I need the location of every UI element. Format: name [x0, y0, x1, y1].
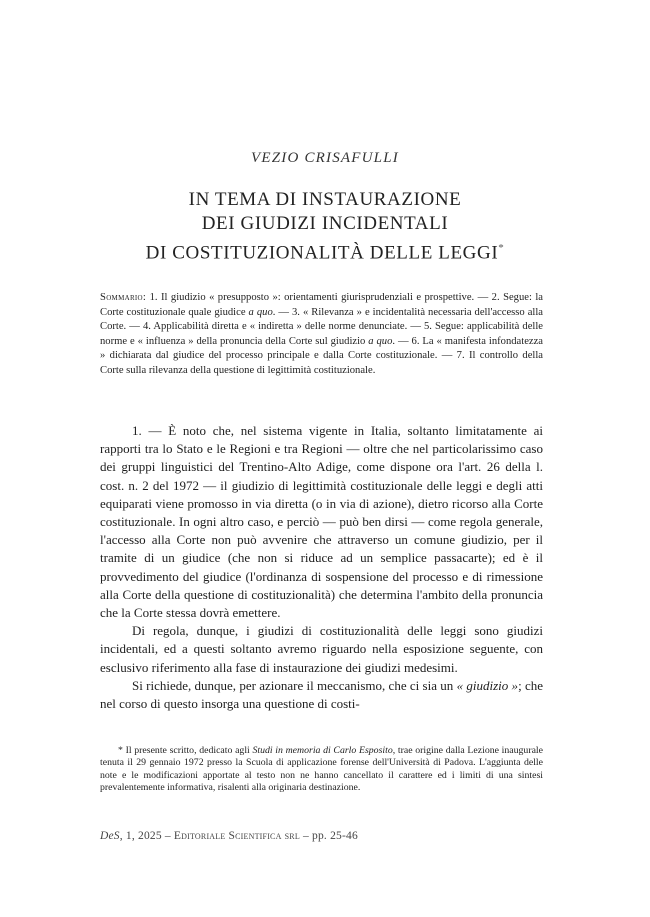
- footnote: [100, 745, 543, 795]
- page-footer: [100, 830, 550, 842]
- title-footnote-marker: *: [498, 242, 505, 254]
- title-line-1: IN TEMA DI INSTAURAZIONE: [188, 189, 462, 210]
- footer-journal: DeS: [100, 830, 120, 842]
- summary: [100, 291, 543, 379]
- footer-issue: , 1, 2025 –: [119, 830, 174, 842]
- summary-a-quo-2: a quo: [368, 335, 393, 347]
- body-paragraph-3-italic: « giudizio »: [456, 677, 519, 693]
- footnote-text-1: * Il presente scritto, dedicato agli: [118, 745, 253, 756]
- footer-publisher: Editoriale Scientifica srl: [173, 830, 300, 842]
- title-line-3-text: DI COSTITUZIONALITÀ DELLE LEGGI: [145, 242, 499, 264]
- summary-label: Sommario:: [100, 292, 147, 303]
- body-paragraph-1: 1. — È noto che, nel sistema vigente in Italia, soltanto limitatamente ai rapporti tra lo Stato e le Regioni e tra Regioni — oltre che nel particolarissimo caso dei gruppi linguistici del Trentino-Alto Adige, come dispone ora l'art. 26 della l. cost. n. 2 del 1972 — il giudizio di legittimità costituzionale delle leggi e degli atti equiparati viene promosso in via diretta (o in via di azione), dietro ricorso alla Corte costituzionale. In ogni altro caso, e perciò — può ben dirsi — come regola generale, l'accesso alla Corte non può avvenire che attraverso un comune giudizio, per il tramite di un giudice (che non si riduce ad un semplice passacarte); ed è il provvedimento del giudice (l'ordinanza di sospensione del processo e di rimessione alla Corte della questione di costituzionalità) che determina l'ambito della pronuncia che la Corte stessa dovrà emettere.: [100, 423, 543, 621]
- title-line-3: [0, 236, 650, 265]
- summary-a-quo-1: a quo: [248, 306, 273, 318]
- body-paragraph-3: [100, 677, 543, 713]
- footer-pages: – pp. 25-46: [299, 830, 358, 842]
- body-paragraph-3-text-1: Si richiede, dunque, per azionare il meccanismo, che ci sia un: [132, 677, 457, 693]
- summary-text-3: . — 6. La « manifesta infondatezza » dichiarata dal giudice del processo principale e dalla Corte costituzionale. — 7. Il controllo della Corte sulla rilevanza della questione di legittimità costituzionale.: [100, 335, 543, 376]
- body-paragraph-3-text-2: ; che nel corso di questo insorga una questione di costi-: [100, 677, 544, 712]
- author-name: VEZIO CRISAFULLI: [251, 150, 399, 166]
- summary-text-2: . — 3. « Rilevanza » e incidentalità necessaria dell'accesso alla Corte. — 4. Applicabilità diretta e « indiretta » delle norme denunciate. — 5. Segue: applicabilità delle norme e « influenza » della pronuncia della Corte sul giudizio: [100, 306, 544, 347]
- title-line-2: DEI GIUDIZI INCIDENTALI: [201, 213, 449, 234]
- footnote-text-2: , trae origine dalla Lezione inaugurale tenuta il 29 gennaio 1972 presso la Scuola di applicazione forense dell'Università di Padova. L'aggiunta delle note e le modificazioni apportate al testo non ne hanno cancellato il carattere ed i limiti di una sintesi prevalentemente informativa, risalenti alla originaria destinazione.: [100, 745, 544, 794]
- footnote-italic: Studi in memoria di Carlo Esposito: [252, 745, 393, 756]
- body-paragraph-2: Di regola, dunque, i giudizi di costituzionalità delle leggi sono giudizi incidentali, ed a questi soltanto avremo riguardo nella esposizione seguente, con esclusivo riferimento alla fase di instaurazione dei giudizi medesimi.: [100, 623, 543, 675]
- footnote-text: [100, 745, 543, 795]
- summary-text-1: 1. Il giudizio « presupposto »: orientamenti giurisprudenziali e prospettive. — 2. Segue: la Corte costituzionale quale giudice: [100, 292, 543, 318]
- body-text: [100, 422, 543, 713]
- article-title: [0, 188, 650, 265]
